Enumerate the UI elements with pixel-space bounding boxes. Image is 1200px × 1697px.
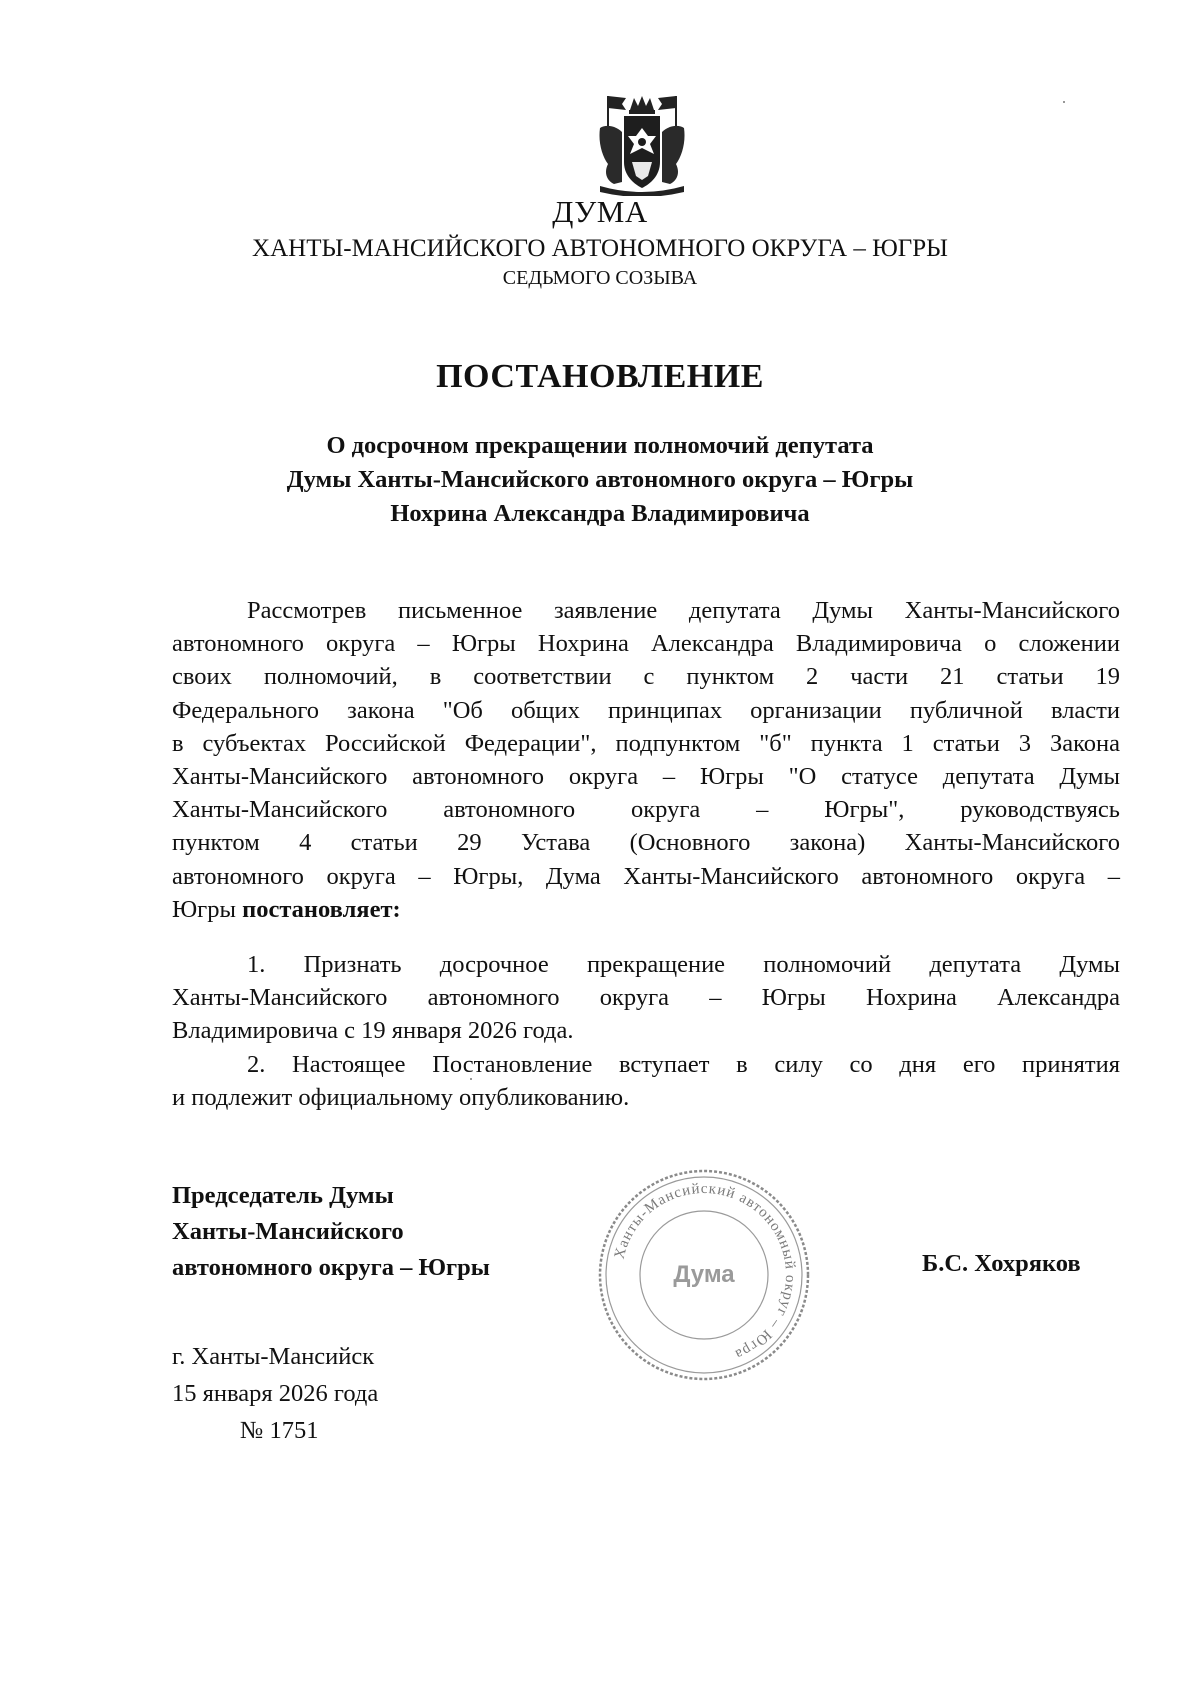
city: г. Ханты-Мансийск bbox=[172, 1343, 375, 1370]
stamp-center-text: Дума bbox=[673, 1261, 735, 1288]
signatory-name: Б.С. Хохряков bbox=[922, 1250, 1081, 1277]
coat-of-arms-icon bbox=[596, 92, 688, 196]
signatory-position-line: автономного округа – Югры bbox=[172, 1254, 490, 1281]
org-name: ДУМА bbox=[552, 194, 648, 229]
preamble-line: Рассмотрев письменное заявление депутата Думы Ханты-Мансийского bbox=[247, 597, 1120, 624]
preamble-line: Ханты-Мансийского автономного округа – Югры "О статусе депутата Думы bbox=[172, 762, 1120, 790]
preamble-line: в субъектах Российской Федерации", подпунктом "б" пункта 1 статьи 3 Закона bbox=[172, 729, 1120, 757]
preamble-line: автономного округа – Югры Нохрина Александра Владимировича о сложении bbox=[172, 630, 1120, 658]
preamble-line-start: Югры bbox=[172, 895, 243, 923]
preamble-last-line bbox=[172, 893, 1120, 926]
document-number: № 1751 bbox=[240, 1417, 319, 1444]
item-2-line: и подлежит официальному опубликованию. bbox=[172, 1083, 630, 1111]
convocation: СЕДЬМОГО СОЗЫВА bbox=[502, 267, 698, 289]
stamp-ring-text: Ханты-Мансийский автономный округ – Югра bbox=[611, 1180, 799, 1363]
document-title-line: Нохрина Александра Владимировича bbox=[390, 500, 810, 527]
preamble-paragraph bbox=[172, 594, 1120, 926]
resolution-items bbox=[172, 948, 1120, 1114]
item-1-line: Владимировича с 19 января 2026 года. bbox=[172, 1017, 574, 1045]
document-type: ПОСТАНОВЛЕНИЕ bbox=[436, 358, 764, 395]
preamble-line: пунктом 4 статьи 29 Устава (Основного закона) Ханты-Мансийского bbox=[172, 829, 1120, 857]
preamble-line: Ханты-Мансийского автономного округа – Югры", руководствуясь bbox=[172, 796, 1120, 824]
document-date: 15 января 2026 года bbox=[172, 1380, 379, 1407]
document-title-line: Думы Ханты-Мансийского автономного округа – Югры bbox=[286, 466, 914, 493]
preamble-line: автономного округа – Югры, Дума Ханты-Мансийского автономного округа – bbox=[172, 862, 1120, 890]
preamble-line: Федерального закона "Об общих принципах организации публичной власти bbox=[172, 696, 1120, 724]
scan-speck bbox=[1063, 101, 1065, 103]
document-title-line: О досрочном прекращении полномочий депутата bbox=[326, 432, 874, 459]
signatory-position-line: Председатель Думы bbox=[172, 1182, 394, 1209]
item-1-line: Ханты-Мансийского автономного округа – Югры Нохрина Александра bbox=[172, 984, 1120, 1012]
official-stamp bbox=[595, 1166, 813, 1384]
preamble-line: своих полномочий, в соответствии с пунктом 2 части 21 статьи 19 bbox=[172, 663, 1120, 691]
org-region: ХАНТЫ-МАНСИЙСКОГО АВТОНОМНОГО ОКРУГА – ЮГРЫ bbox=[252, 235, 948, 262]
signatory-position bbox=[172, 1178, 490, 1286]
item-1-line: 1. Признать досрочное прекращение полномочий депутата Думы bbox=[247, 951, 1120, 978]
signatory-position-line: Ханты-Мансийского bbox=[172, 1218, 404, 1245]
document-place-date bbox=[172, 1338, 378, 1449]
resolves-word: постановляет: bbox=[242, 895, 401, 923]
scan-speck bbox=[470, 1078, 472, 1080]
item-2-line: 2. Настоящее Постановление вступает в силу со дня его принятия bbox=[247, 1050, 1120, 1078]
